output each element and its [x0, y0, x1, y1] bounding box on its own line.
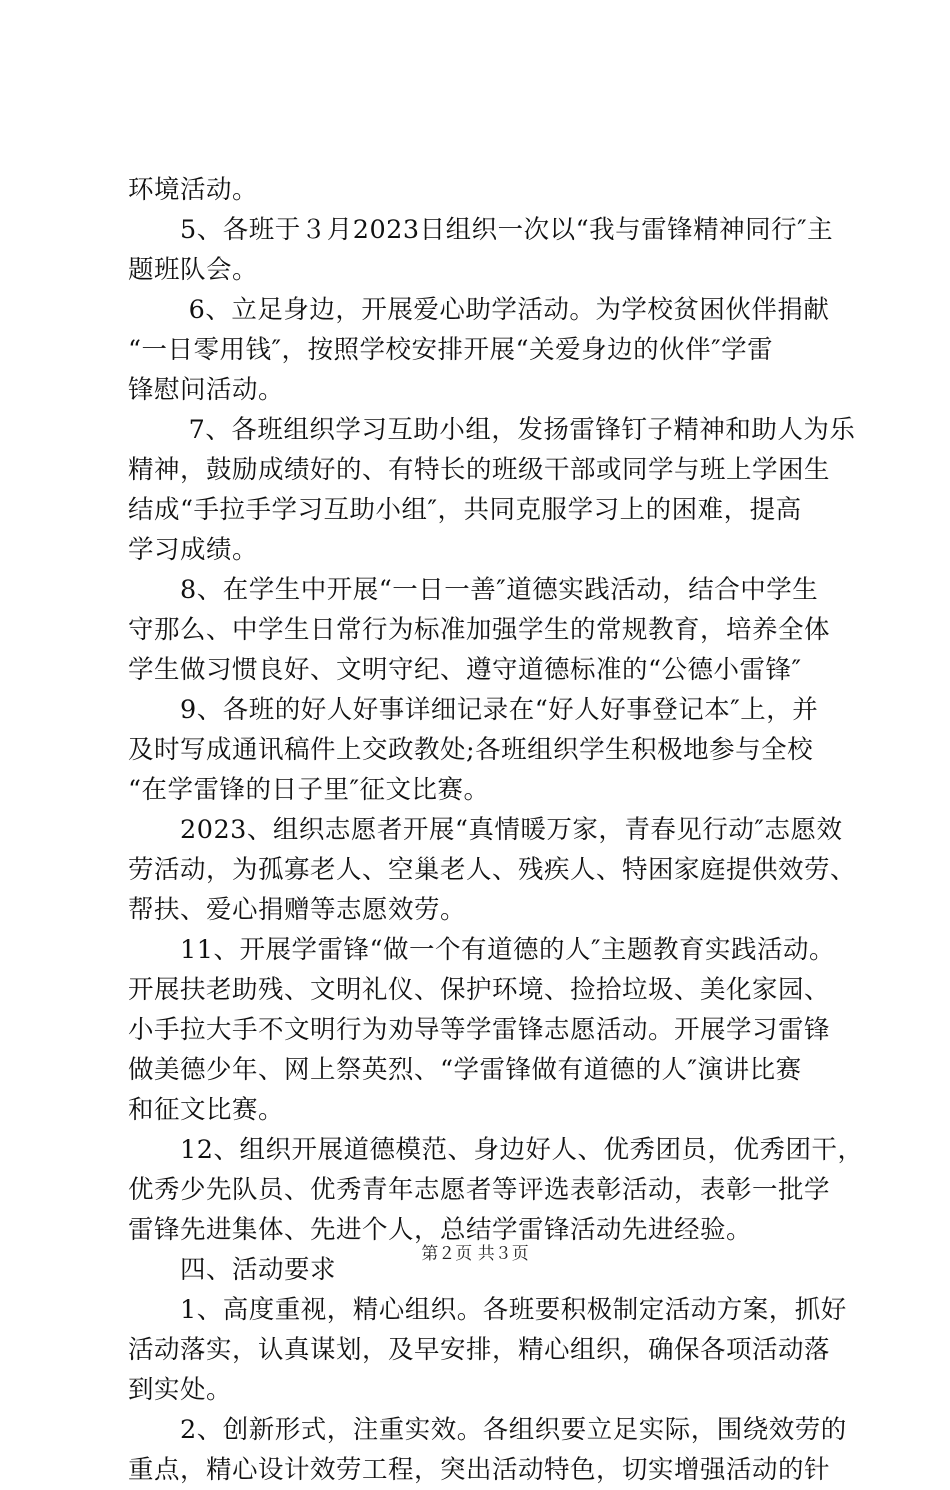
text-line: 守那么、中学生日常行为标准加强学生的常规教育，培养全体: [128, 615, 831, 645]
text-line: 锋慰问活动。: [128, 375, 285, 405]
text-line: 和征文比赛。: [128, 1095, 285, 1125]
text-line: 精神，鼓励成绩好的、有特长的班级干部或同学与班上学困生: [128, 455, 831, 485]
text-line: 8、在学生中开展“一日一善″道德实践活动，结合中学生: [128, 575, 819, 605]
text-line: 雷锋先进集体、先进个人，总结学雷锋活动先进经验。: [128, 1215, 753, 1245]
text-line: 11、开展学雷锋“做一个有道德的人″主题教育实践活动。: [128, 935, 836, 965]
text-line: 到实处。: [128, 1375, 233, 1405]
text-line: 6、立足身边，开展爱心助学活动。为学校贫困伙伴捐献: [128, 295, 830, 325]
text-line: “一日零用钱″，按照学校安排开展“关爱身边的伙伴″学雷: [128, 335, 774, 365]
document-body: [128, 170, 864, 1490]
text-line: 帮扶、爱心捐赠等志愿效劳。: [128, 895, 467, 925]
text-line: 2、创新形式，注重实效。各组织要立足实际，围绕效劳的: [128, 1415, 847, 1445]
text-line: 学生做习惯良好、文明守纪、遵守道德标准的“公德小雷锋″: [128, 655, 802, 685]
text-line: 结成“手拉手学习互助小组″，共同克服学习上的困难，提高: [128, 495, 802, 525]
text-line: 环境活动。: [128, 175, 259, 205]
text-line: 1、高度重视，精心组织。各班要积极制定活动方案，抓好: [128, 1295, 847, 1325]
text-line: 四、活动要求: [128, 1255, 337, 1285]
text-line: 7、各班组织学习互助小组，发扬雷锋钉子精神和助人为乐: [128, 415, 856, 445]
text-line: 做美德少年、网上祭英烈、“学雷锋做有道德的人″演讲比赛: [128, 1055, 802, 1085]
text-line: 5、各班于３月2023日组织一次以“我与雷锋精神同行″主: [128, 215, 834, 245]
page-number-footer: 第２页 共３页: [421, 1244, 529, 1264]
text-line: 及时写成通讯稿件上交政教处;各班组织学生积极地参与全校: [128, 735, 814, 765]
text-line: 活动落实，认真谋划，及早安排，精心组织，确保各项活动落: [128, 1335, 831, 1365]
text-line: 学习成绩。: [128, 535, 259, 565]
text-line: 题班队会。: [128, 255, 259, 285]
text-line: 2023、组织志愿者开展“真情暖万家，青春见行动″志愿效: [128, 815, 843, 845]
text-line: “在学雷锋的日子里″征文比赛。: [128, 775, 490, 805]
text-line: 优秀少先队员、优秀青年志愿者等评选表彰活动，表彰一批学: [128, 1175, 831, 1205]
text-line: 9、各班的好人好事详细记录在“好人好事登记本″上，并: [128, 695, 819, 725]
text-line: 开展扶老助残、文明礼仪、保护环境、捡拾垃圾、美化家园、: [128, 975, 831, 1005]
text-line: 12、组织开展道德模范、身边好人、优秀团员，优秀团干，: [128, 1135, 864, 1165]
text-line: 劳活动，为孤寡老人、空巢老人、残疾人、特困家庭提供效劳、: [128, 855, 857, 885]
text-line: 小手拉大手不文明行为劝导等学雷锋志愿活动。开展学习雷锋: [128, 1015, 831, 1045]
text-line: 重点，精心设计效劳工程，突出活动特色，切实增强活动的针: [128, 1455, 831, 1485]
